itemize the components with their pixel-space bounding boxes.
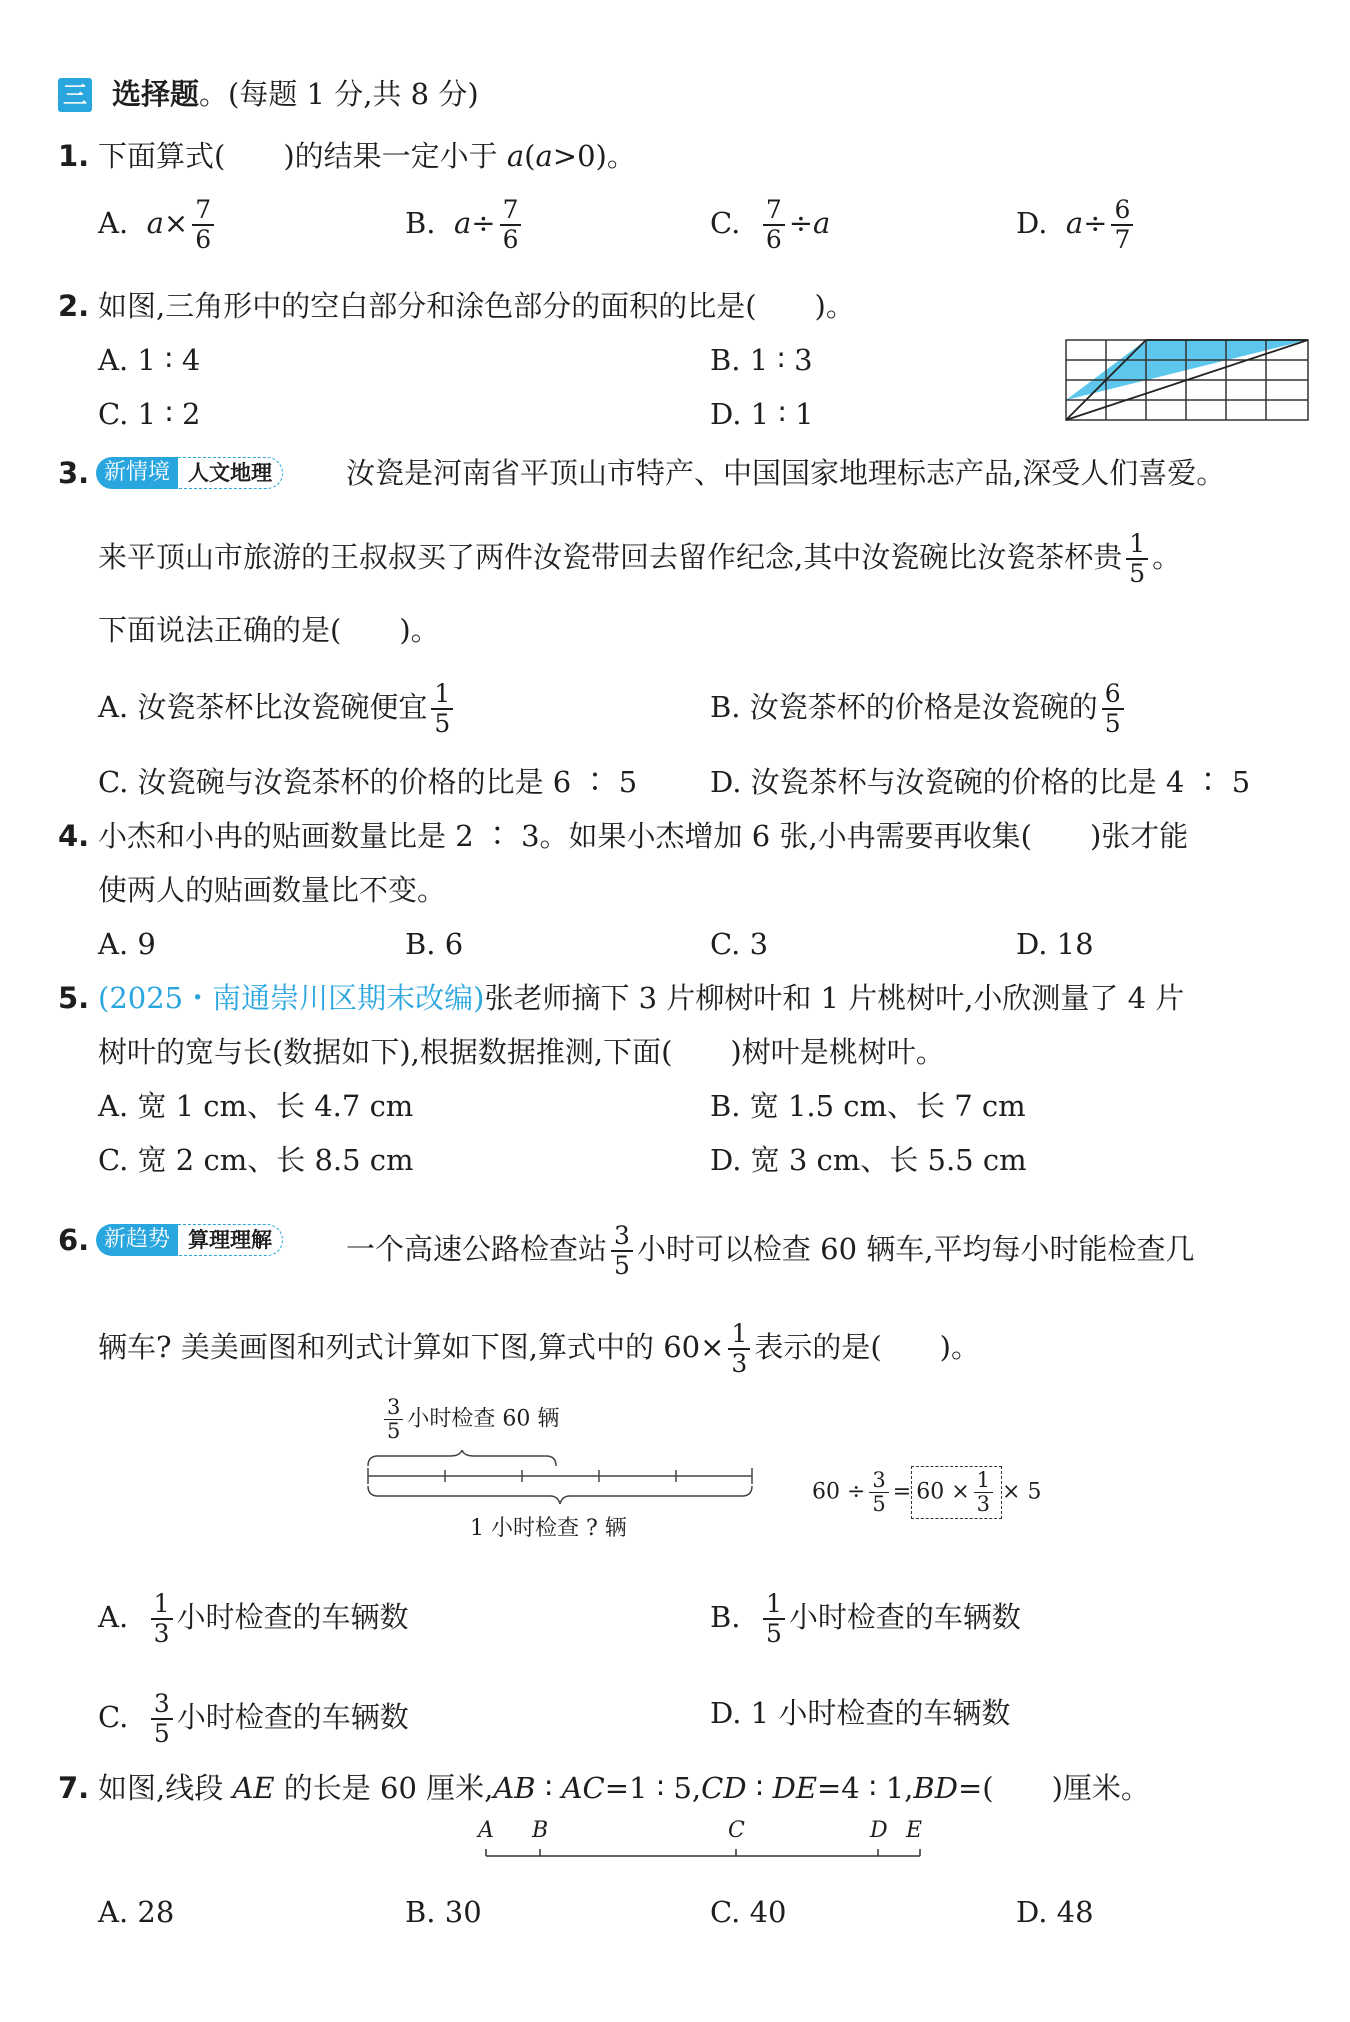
q1-stem <box>98 138 636 174</box>
q1-c-post: ÷a <box>788 206 831 240</box>
q3-a-den: 5 <box>434 709 451 738</box>
q7-option-a[interactable]: A. 28 <box>98 1895 175 1929</box>
q3-a-frac <box>431 680 453 738</box>
q7-point-e: E <box>906 1818 923 1843</box>
q7-option-b[interactable]: B. 30 <box>405 1895 482 1929</box>
q1-number: 1. <box>58 139 90 173</box>
q7-stem <box>98 1770 1150 1806</box>
q3-b-num: 6 <box>1102 680 1124 710</box>
section-title <box>112 76 479 112</box>
q6-eq-end: × 5 <box>1002 1479 1042 1505</box>
q6-line2-b: 表示的是( )。 <box>754 1330 980 1364</box>
q3-b-text: B. 汝瓷茶杯的价格是汝瓷碗的 <box>710 690 1098 724</box>
q1-d-frac <box>1111 196 1133 254</box>
q7-stem-b: 的长是 60 厘米, <box>274 1771 494 1805</box>
q6-eq-den1: 5 <box>872 1492 886 1516</box>
q1-d-num: 6 <box>1111 196 1133 226</box>
q7-stem-c: =( )厘米。 <box>957 1771 1150 1805</box>
q6-eq-frac1 <box>869 1469 888 1516</box>
q6-fig-top-frac <box>384 1396 403 1443</box>
q7-var-de: DE <box>772 1771 817 1805</box>
q6-fig-top-label <box>380 1396 559 1443</box>
q6-tag-sub: 算理理解 <box>178 1224 283 1256</box>
q6-line2-frac <box>728 1320 750 1378</box>
q7-number: 7. <box>58 1771 90 1805</box>
q7-option-c[interactable]: C. 40 <box>710 1895 787 1929</box>
q7-ratio1b: =1 ∶ 5, <box>604 1771 702 1805</box>
q6-option-a[interactable] <box>98 1590 409 1648</box>
q7-ratio2: ∶ <box>746 1771 773 1805</box>
q1-c-den: 6 <box>765 225 782 254</box>
q1-a-den: 6 <box>195 225 212 254</box>
q2-shaded-region <box>1066 340 1308 400</box>
q7-option-d[interactable]: D. 48 <box>1016 1895 1094 1929</box>
q6-fig-bottom-label: 1 小时检查 ? 辆 <box>470 1516 627 1541</box>
q6-eq-dashed-box <box>911 1466 1002 1519</box>
q6-fig-top-den: 5 <box>387 1419 401 1443</box>
q3-option-c[interactable]: C. 汝瓷碗与汝瓷茶杯的价格的比是 6 ∶ 5 <box>98 765 638 799</box>
q4-option-a[interactable]: A. 9 <box>98 927 156 961</box>
q6-eq-num2: 1 <box>974 1469 993 1493</box>
q3-tag-sub: 人文地理 <box>178 457 283 489</box>
q6-number: 6. <box>58 1223 90 1257</box>
q6-b-label: B. <box>710 1600 741 1634</box>
q6-c-label: C. <box>98 1700 129 1734</box>
q1-b-num: 7 <box>500 196 522 226</box>
q3-line2-text: 来平顶山市旅游的王叔叔买了两件汝瓷带回去留作纪念,其中汝瓷碗比汝瓷茶杯贵 <box>98 540 1123 574</box>
q5-line1-text: 张老师摘下 3 片柳树叶和 1 片桃树叶,小欣测量了 4 片 <box>484 981 1185 1015</box>
q1-d-den: 7 <box>1114 225 1131 254</box>
q5-source: (2025・南通崇川区期末改编) <box>98 981 485 1015</box>
q6-eq-frac2 <box>974 1469 993 1516</box>
q5-option-a[interactable]: A. 宽 1 cm、长 4.7 cm <box>98 1089 414 1123</box>
q7-point-c: C <box>728 1818 745 1843</box>
q6-b-den: 5 <box>765 1619 782 1648</box>
q1-option-a[interactable] <box>98 196 218 254</box>
q5-option-b[interactable]: B. 宽 1.5 cm、长 7 cm <box>710 1089 1026 1123</box>
q6-option-d[interactable]: D. 1 小时检查的车辆数 <box>710 1696 1011 1730</box>
q1-b-label: B. <box>405 206 436 240</box>
section-badge: 三 <box>58 78 92 112</box>
q6-a-label: A. <box>98 1600 129 1634</box>
q1-b-den: 6 <box>502 225 519 254</box>
q1-var-a2: a <box>535 139 553 173</box>
q2-option-b[interactable]: B. 1 ∶ 3 <box>710 343 813 377</box>
q1-c-num: 7 <box>763 196 785 226</box>
section-title-text: 选择题 <box>112 77 200 111</box>
q6-line2 <box>98 1320 980 1378</box>
q6-line2-num: 1 <box>728 1320 750 1350</box>
q7-segment-figure <box>484 1846 924 1866</box>
q7-var-ab: AB <box>493 1771 536 1805</box>
q6-line-diagram <box>360 1450 760 1510</box>
q6-line1-frac <box>611 1222 633 1280</box>
q6-line1-a: 一个高速公路检查站 <box>346 1232 608 1266</box>
q6-tag <box>96 1223 283 1257</box>
q1-c-label: C. <box>710 206 741 240</box>
q1-option-d[interactable] <box>1016 196 1137 254</box>
q6-c-den: 5 <box>153 1719 170 1748</box>
q7-ratio1: ∶ <box>535 1771 562 1805</box>
q7-var-bd: BD <box>913 1771 958 1805</box>
q3-line3: 下面说法正确的是( )。 <box>98 613 440 647</box>
q3-a-text: A. 汝瓷茶杯比汝瓷碗便宜 <box>98 690 428 724</box>
q6-a-frac <box>151 1590 173 1648</box>
q3-option-d[interactable]: D. 汝瓷茶杯与汝瓷碗的价格的比是 4 ∶ 5 <box>710 765 1251 799</box>
q6-line2-den: 3 <box>731 1349 748 1378</box>
q1-var-a: a <box>506 139 525 173</box>
q1-b-frac <box>500 196 522 254</box>
q2-number: 2. <box>58 289 90 323</box>
q3-option-b[interactable] <box>710 680 1128 738</box>
q3-line1: 汝瓷是河南省平顶山市特产、中国国家地理标志产品,深受人们喜爱。 <box>346 456 1226 490</box>
q4-line2: 使两人的贴画数量比不变。 <box>98 873 447 907</box>
q6-c-text: 小时检查的车辆数 <box>176 1700 409 1734</box>
q6-tag-main: 新趋势 <box>96 1224 178 1256</box>
q5-option-d[interactable]: D. 宽 3 cm、长 5.5 cm <box>710 1143 1027 1177</box>
q6-eq-num1: 3 <box>869 1469 888 1493</box>
q3-line2-end: 。 <box>1152 540 1182 574</box>
q6-equation <box>812 1466 1041 1519</box>
q6-line1 <box>346 1222 1194 1280</box>
q6-line1-b: 小时可以检查 60 辆车,平均每小时能检查几 <box>636 1232 1195 1266</box>
q4-option-b[interactable]: B. 6 <box>405 927 464 961</box>
q3-a-num: 1 <box>431 680 453 710</box>
q2-option-d[interactable]: D. 1 ∶ 1 <box>710 397 814 431</box>
q1-a-num: 7 <box>192 196 214 226</box>
q6-bottom-brace <box>368 1486 752 1504</box>
q1-b-pre: a÷ <box>453 206 496 240</box>
q7-point-b: B <box>532 1818 549 1843</box>
q6-line2-a: 辆车? 美美画图和列式计算如下图,算式中的 60× <box>98 1330 725 1364</box>
q1-a-pre: a× <box>146 206 189 240</box>
q3-number: 3. <box>58 456 90 490</box>
q7-ratio2b: =4 ∶ 1, <box>817 1771 914 1805</box>
q6-option-b[interactable] <box>710 1590 1021 1648</box>
q7-stem-a: 如图,线段 <box>98 1771 233 1805</box>
q5-line1 <box>98 980 1184 1016</box>
q7-var-ac: AC <box>561 1771 605 1805</box>
q6-b-num: 1 <box>763 1590 785 1620</box>
q3-b-den: 5 <box>1104 709 1121 738</box>
q4-option-d[interactable]: D. 18 <box>1016 927 1094 961</box>
q5-number: 5. <box>58 981 90 1015</box>
section-note: 。(每题 1 分,共 8 分) <box>199 77 479 111</box>
q6-a-num: 1 <box>151 1590 173 1620</box>
q6-option-c[interactable] <box>98 1690 409 1748</box>
q6-eq-box-text: 60 × <box>916 1479 970 1505</box>
q6-top-brace <box>368 1450 556 1466</box>
q3-b-frac <box>1102 680 1124 738</box>
q4-line1: 小杰和小冉的贴画数量比是 2 ∶ 3。如果小杰增加 6 张,小冉需要再收集( )张才能 <box>98 819 1189 853</box>
q5-line2: 树叶的宽与长(数据如下),根据数据推测,下面( )树叶是桃树叶。 <box>98 1035 945 1069</box>
q1-a-frac <box>192 196 214 254</box>
q1-d-pre: a÷ <box>1065 206 1108 240</box>
q6-fig-top-num: 3 <box>384 1396 403 1420</box>
q7-var-cd: CD <box>701 1771 747 1805</box>
q3-line2-frac <box>1126 530 1148 588</box>
q2-stem: 如图,三角形中的空白部分和涂色部分的面积的比是( )。 <box>98 289 855 323</box>
q1-c-frac <box>763 196 785 254</box>
q2-triangle-figure <box>1064 338 1314 424</box>
q3-line2-num: 1 <box>1126 530 1148 560</box>
q2-option-c[interactable]: C. 1 ∶ 2 <box>98 397 201 431</box>
q6-eq-den2: 3 <box>976 1492 991 1516</box>
q4-number: 4. <box>58 819 90 853</box>
q1-a-label: A. <box>98 206 129 240</box>
q6-c-frac <box>151 1690 173 1748</box>
q1-paren: ( <box>524 139 536 173</box>
q6-line1-num: 3 <box>611 1222 633 1252</box>
q3-tag <box>96 456 283 490</box>
q3-line2-den: 5 <box>1129 559 1146 588</box>
q2-option-a[interactable]: A. 1 ∶ 4 <box>98 343 201 377</box>
q6-a-text: 小时检查的车辆数 <box>176 1600 409 1634</box>
q6-eq-equals: = <box>892 1479 912 1505</box>
q3-tag-main: 新情境 <box>96 457 178 489</box>
q4-option-c[interactable]: C. 3 <box>710 927 769 961</box>
q1-option-c[interactable] <box>710 196 830 254</box>
q1-d-label: D. <box>1016 206 1048 240</box>
q6-b-text: 小时检查的车辆数 <box>788 1600 1021 1634</box>
q1-stem-a: 下面算式( )的结果一定小于 <box>98 139 507 173</box>
q3-option-a[interactable] <box>98 680 457 738</box>
q6-fig-top-text: 小时检查 60 辆 <box>407 1406 560 1432</box>
q6-c-num: 3 <box>151 1690 173 1720</box>
q5-option-c[interactable]: C. 宽 2 cm、长 8.5 cm <box>98 1143 414 1177</box>
q6-b-frac <box>763 1590 785 1648</box>
q1-option-b[interactable] <box>405 196 525 254</box>
q1-stem-b: >0)。 <box>552 139 636 173</box>
q6-a-den: 3 <box>153 1619 170 1648</box>
q7-point-a: A <box>478 1818 494 1843</box>
q6-eq-a: 60 ÷ <box>812 1479 866 1505</box>
q3-line2 <box>98 530 1181 588</box>
q7-var-ae: AE <box>232 1771 275 1805</box>
q6-line1-den: 5 <box>614 1251 630 1280</box>
q7-point-d: D <box>870 1818 888 1843</box>
